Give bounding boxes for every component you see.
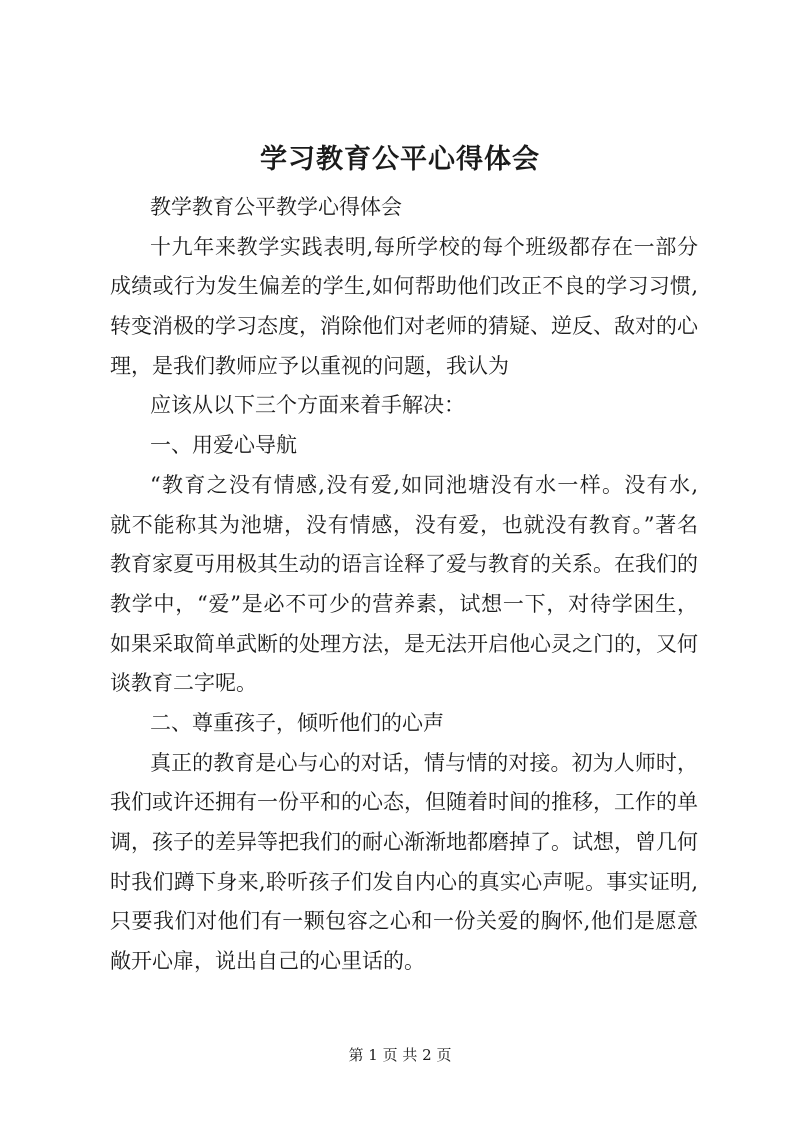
text-line: 转变消极的学习态度，消除他们对老师的猜疑、逆反、敌对的心 <box>110 314 698 339</box>
text-line: 十九年来教学实践表明,每所学校的每个班级都存在一部分 <box>150 234 698 259</box>
text-line: 真正的教育是心与心的对话，情与情的对接。初为人师时， <box>150 750 698 775</box>
text-line: 只要我们对他们有一颗包容之心和一份关爱的胸怀,他们是愿意 <box>110 909 698 934</box>
document-title: 学习教育公平心得体会 <box>260 144 540 175</box>
text-line: 就不能称其为池塘，没有情感，没有爱，也就没有教育。”著名 <box>110 512 698 537</box>
text-line: 谈教育二字呢。 <box>110 671 257 696</box>
text-line: “教育之没有情感,没有爱,如同池塘没有水一样。没有水, <box>150 472 698 497</box>
text-line: 时我们蹲下身来,聆听孩子们发自内心的真实心声呢。事实证明, <box>110 869 698 894</box>
text-line: 教学教育公平教学心得体会 <box>150 195 402 219</box>
text-line: 如果采取简单武断的处理方法，是无法开启他心灵之门的，又何 <box>110 631 698 656</box>
section-heading: 二、尊重孩子，倾听他们的心声 <box>150 710 444 735</box>
text-line: 教学中，“爱”是必不可少的营养素，试想一下，对待学困生， <box>110 591 698 616</box>
text-line: 应该从以下三个方面来着手解决： <box>150 393 465 418</box>
text-line: 理，是我们教师应予以重视的问题，我认为 <box>110 353 509 378</box>
text-line: 敞开心扉，说出自己的心里话的。 <box>110 949 425 974</box>
text-line: 成绩或行为发生偏差的学生,如何帮助他们改正不良的学习习惯, <box>110 274 698 299</box>
text-line: 教育家夏丏用极其生动的语言诠释了爱与教育的关系。在我们的 <box>110 552 698 577</box>
page-footer: 第 1 页 共 2 页 <box>348 1046 452 1064</box>
text-line: 调，孩子的差异等把我们的耐心渐渐地都磨掉了。试想，曾几何 <box>110 830 698 854</box>
text-line: 我们或许还拥有一份平和的心态，但随着时间的推移，工作的单 <box>110 790 698 815</box>
section-heading: 一、用爱心导航 <box>150 433 297 458</box>
document-body <box>110 188 698 982</box>
